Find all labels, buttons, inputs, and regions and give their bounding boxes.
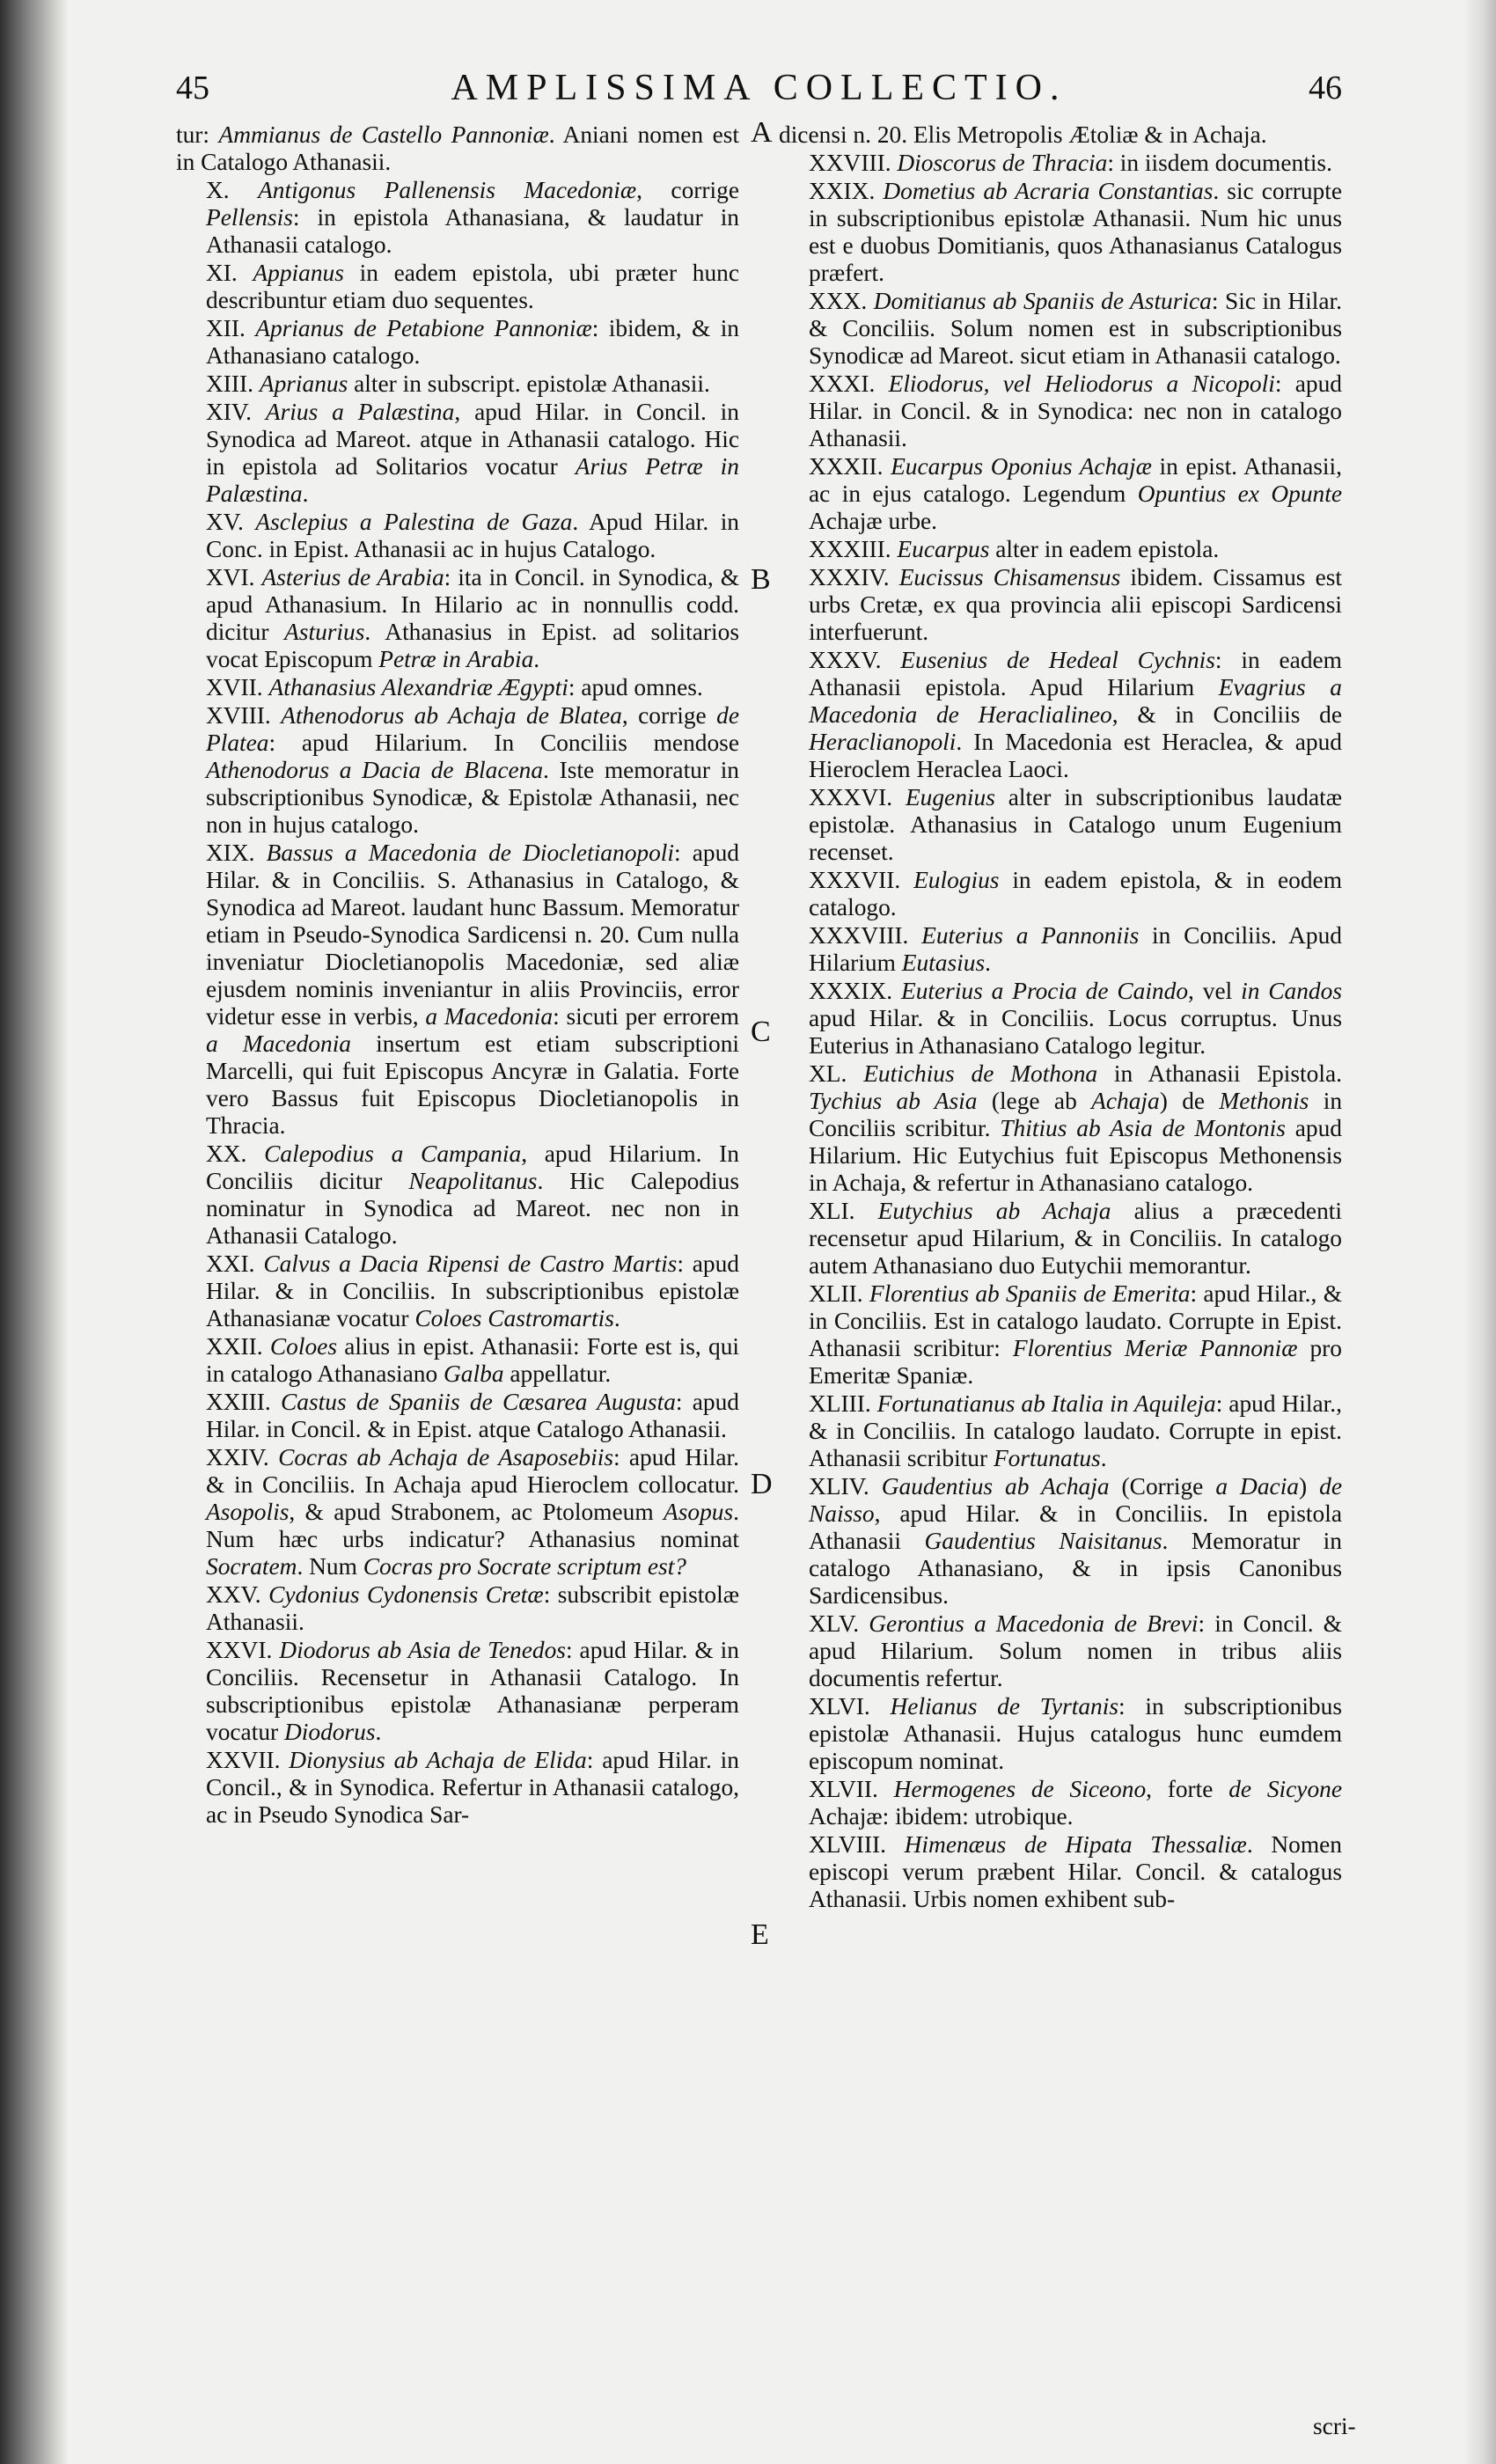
list-item: XIII. Aprianus alter in subscript. epistolæ Athanasii.: [206, 370, 710, 397]
catchword: scri-: [1313, 2413, 1356, 2439]
section-marker-c: C: [751, 1016, 771, 1048]
list-item: XLVIII. Himenæus de Hipata Thessaliæ. Nomen episcopi verum præbent Hilar. Concil. & catalogus Athanasii. Urbis nomen exhibent sub-: [809, 1831, 1342, 1912]
list-item: XVI. Asterius de Arabia: ita in Concil. in Synodica, & apud Athanasium. In Hilario ac in nonnullis codd. dicitur Asturius. Athanasius in Epist. ad solitarios vocat Episcopum Petræ in Arabia.: [206, 564, 739, 672]
list-item: XV. Asclepius a Palestina de Gaza. Apud Hilar. in Conc. in Epist. Athanasii ac in hujus Catalogo.: [206, 509, 739, 562]
list-item: XL. Eutichius de Mothona in Athanasii Epistola. Tychius ab Asia (lege ab Achaja) de Methonis in Conciliis scribitur. Thitius ab Asia de Montonis apud Hilarium. Hic Eutychius fuit Episcopus Methonensis in Achaja, & refertur in Athanasiano catalogo.: [809, 1060, 1343, 1196]
list-item: XXVI. Diodorus ab Asia de Tenedos: apud Hilar. & in Conciliis. Recensetur in Athanasii Catalogo. In subscriptionibus epistolæ Athanasianæ perperam vocatur Diodorus.: [206, 1637, 739, 1745]
section-marker-e: E: [751, 1918, 769, 1951]
list-item: XLIV. Gaudentius ab Achaja (Corrige a Dacia) de Naisso, apud Hilar. & in Conciliis. In epistola Athanasii Gaudentius Naisitanus. Memoratur in catalogo Athanasiano, & in ipsis Canonibus Sardicensibus.: [809, 1473, 1342, 1609]
list-item: XVIII. Athenodorus ab Achaja de Blatea, corrige de Platea: apud Hilarium. In Conciliis mendose Athenodorus a Dacia de Blacena. Iste memoratur in subscriptionibus Synodicæ, & Epistolæ Athanasii, nec non in hujus catalogo.: [206, 702, 740, 838]
section-marker-d: D: [751, 1468, 773, 1500]
left-column: [176, 121, 739, 1830]
list-item: XI. Appianus in eadem epistola, ubi præter hunc describuntur etiam duo sequentes.: [206, 260, 740, 313]
list-item: XXXI. Eliodorus, vel Heliodorus a Nicopoli: apud Hilar. in Concil. & in Synodica: nec non in catalogo Athanasii.: [809, 370, 1342, 451]
section-marker-a: A: [751, 116, 773, 149]
list-item: dicensi n. 20. Elis Metropolis Ætoliæ & in Achaja.: [779, 121, 1267, 148]
list-item: XX. Calepodius a Campania, apud Hilarium. In Conciliis dicitur Neapolitanus. Hic Calepodius nominatur in Synodica ad Mareot. nec non in Athanasii Catalogo.: [206, 1140, 740, 1249]
list-item: XXXIX. Euterius a Procia de Caindo, vel in Candos apud Hilar. & in Conciliis. Locus corruptus. Unus Euterius in Athanasiano Catalogo legitur.: [809, 978, 1342, 1059]
list-item: XXI. Calvus a Dacia Ripensi de Castro Martis: apud Hilar. & in Conciliis. In subscriptionibus epistolæ Athanasianæ vocatur Coloes Castromartis.: [206, 1250, 739, 1331]
list-item: X. Antigonus Pallenensis Macedoniæ, corrige Pellensis: in epistola Athanasiana, & laudatur in Athanasii catalogo.: [206, 177, 739, 258]
list-item: XII. Aprianus de Petabione Pannoniæ: ibidem, & in Athanasiano catalogo.: [206, 315, 739, 369]
list-item: XLV. Gerontius a Macedonia de Brevi: in Concil. & apud Hilarium. Solum nomen in tribus aliis documentis refertur.: [809, 1610, 1342, 1691]
list-item: XXXV. Eusenius de Hedeal Cychnis: in eadem Athanasii epistola. Apud Hilarium Evagrius a Macedonia de Heraclialineo, & in Conciliis de Heraclianopoli. In Macedonia est Heraclea, & apud Hieroclem Heraclea Laoci.: [809, 647, 1342, 782]
page-header: [176, 67, 1342, 120]
book-spine-shadow: [0, 0, 69, 2464]
list-item: XXVII. Dionysius ab Achaja de Elida: apud Hilar. in Concil., & in Synodica. Refertur in Athanasii catalogo, ac in Pseudo Synodica Sar-: [206, 1747, 739, 1828]
list-item: XXVIII. Dioscorus de Thracia: in iisdem documentis.: [809, 150, 1332, 176]
list-item: XXXVII. Eulogius in eadem epistola, & in eodem catalogo.: [809, 867, 1342, 920]
list-item: XIX. Bassus a Macedonia de Diocletianopoli: apud Hilar. & in Conciliis. S. Athanasius in Catalogo, & Synodica ad Mareot. laudant hunc Bassum. Memoratur etiam in Pseudo-Synodica Sardicensi n. 20. Cum nulla inveniatur Diocletianopolis Macedoniæ, sed aliæ ejusdem nominis inveniantur in aliis Provinciis, error videtur esse in verbis, a Macedonia: sicuti per errorem a Macedonia insertum est etiam subscriptioni Marcelli, qui fuit Episcopus Ancyræ in Galatia. Forte vero Bassus fuit Episcopus Diocletianopolis in Thracia.: [206, 840, 740, 1139]
running-title: AMPLISSIMA COLLECTIO.: [451, 68, 1067, 108]
list-item: XLVII. Hermogenes de Siceono, forte de Sicyone Achajæ: ibidem: utrobique.: [809, 1776, 1342, 1830]
list-item: XXII. Coloes alius in epist. Athanasii: Forte est is, qui in catalogo Athanasiano Galba appellatur.: [206, 1333, 739, 1387]
list-item: XLI. Eutychius ab Achaja alius a præcedenti recensetur apud Hilarium, & in Conciliis. In catalogo autem Athanasiano duo Eutychii memorantur.: [809, 1198, 1342, 1279]
list-item: XLII. Florentius ab Spaniis de Emerita: apud Hilar., & in Conciliis. Est in catalogo laudato. Corrupte in Epist. Athanasii scribitur: Florentius Meriæ Pannoniæ pro Emeritæ Spaniæ.: [809, 1280, 1342, 1389]
list-item: XXXVI. Eugenius alter in subscriptionibus laudatæ epistolæ. Athanasius in Catalogo unum Eugenium recenset.: [809, 784, 1342, 865]
list-item: XXXII. Eucarpus Oponius Achajæ in epist. Athanasii, ac in ejus catalogo. Legendum Opuntius ex Opunte Achajæ urbe.: [809, 453, 1342, 534]
list-item: XXX. Domitianus ab Spaniis de Asturica: Sic in Hilar. & Conciliis. Solum nomen est in subscriptionibus Synodicæ ad Mareot. sicut etiam in Athanasii catalogo.: [809, 288, 1342, 369]
page-number-left: 45: [176, 70, 209, 106]
page-edge-shadow: [1463, 0, 1496, 2464]
list-item: XIV. Arius a Palæstina, apud Hilar. in Concil. in Synodica ad Mareot. atque in Athanasii catalogo. Hic in epistola ad Solitarios vocatur Arius Petræ in Palæstina.: [206, 399, 739, 507]
list-item: XLVI. Helianus de Tyrtanis: in subscriptionibus epistolæ Athanasii. Hujus catalogus hunc eumdem episcopum nominat.: [809, 1693, 1342, 1774]
list-item: XXXVIII. Euterius a Pannoniis in Conciliis. Apud Hilarium Eutasius.: [809, 922, 1343, 976]
section-marker-b: B: [751, 563, 771, 596]
list-item: XXV. Cydonius Cydonensis Cretæ: subscribit epistolæ Athanasii.: [206, 1581, 739, 1635]
list-item: XVII. Athanasius Alexandriæ Ægypti: apud omnes.: [206, 674, 703, 700]
list-item: XXIX. Dometius ab Acraria Constantias. sic corrupte in subscriptionibus epistolæ Athanasii. Num hic unus est e duobus Domitianis, quos Athanasianus Catalogus præfert.: [809, 178, 1342, 286]
list-item: XXIV. Cocras ab Achaja de Asaposebiis: apud Hilar. & in Conciliis. In Achaja apud Hieroclem collocatur. Asopolis, & apud Strabonem, ac Ptolomeum Asopus. Num hæc urbs indicatur? Athanasius nominat Socratem. Num Cocras pro Socrate scriptum est?: [206, 1444, 739, 1580]
page-number-right: 46: [1309, 70, 1342, 106]
list-item: tur: Ammianus de Castello Pannoniæ. Aniani nomen est in Catalogo Athanasii.: [176, 121, 739, 175]
list-item: XXXIII. Eucarpus alter in eadem epistola.: [809, 536, 1220, 562]
right-column: [779, 121, 1342, 1914]
list-item: XXXIV. Eucissus Chisamensus ibidem. Cissamus est urbs Cretæ, ex qua provincia alii episcopi Sardicensi interfuerunt.: [809, 564, 1342, 645]
list-item: XLIII. Fortunatianus ab Italia in Aquileja: apud Hilar., & in Conciliis. In catalogo laudato. Corrupte in epist. Athanasii scribitur Fortunatus.: [809, 1390, 1342, 1471]
list-item: XXIII. Castus de Spaniis de Cæsarea Augusta: apud Hilar. in Concil. & in Epist. atque Catalogo Athanasii.: [206, 1389, 740, 1442]
